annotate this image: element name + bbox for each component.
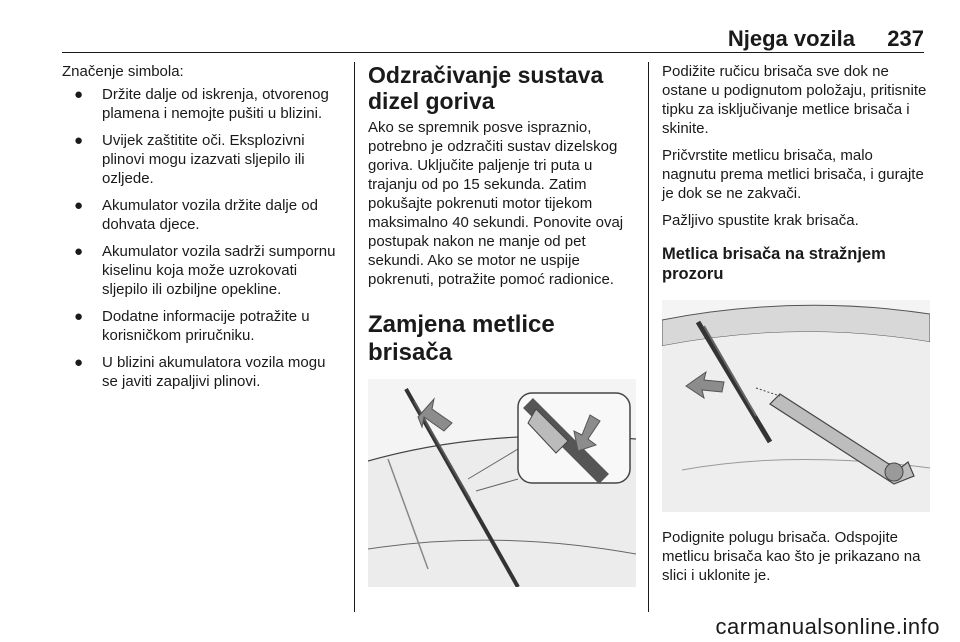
wiper-step-3: Pažljivo spustite krak brisača.: [662, 212, 859, 229]
column-divider-1: [354, 62, 355, 612]
list-item: ● Akumulator vozila držite dalje od dohvata djece.: [74, 197, 318, 233]
bullet-icon: ●: [74, 354, 84, 371]
list-item: ● Dodatne informacije potražite u korisničkom priručniku.: [74, 308, 310, 344]
column-middle: [368, 62, 636, 587]
watermark: carmanualsonline.info: [715, 614, 940, 639]
rear-wiper-text: Podignite polugu brisača. Odspojite metlicu brisača kao što je prikazano na slici i uklonite je.: [662, 529, 921, 584]
symbols-intro: Značenje simbola:: [62, 63, 184, 80]
front-wiper-illustration: [368, 379, 636, 587]
heading-rear-wiper: Metlica brisača na stražnjem prozoru: [662, 245, 886, 283]
bullet-icon: ●: [74, 86, 84, 103]
page-header: [0, 0, 960, 54]
diesel-venting-text: Ako se spremnik posve ispraznio, potrebno je odzračiti sustav dizelskog goriva. Uključite paljenje tri puta u trajanju od po 15 sekunda. Zatim pokušajte pokrenuti motor tijekom maksimalno 40 sekundi. Ponovite ovaj postupak nakon ne manje od pet sekundi. Ako se motor ne uspije pokrenuti, potražite pomoć radionice.: [368, 119, 624, 288]
rear-wiper-illustration: [662, 300, 930, 512]
list-item: ● Držite dalje od iskrenja, otvorenog plamena i nemojte pušiti u blizini.: [74, 86, 329, 122]
bullet-icon: ●: [74, 132, 84, 149]
bullet-icon: ●: [74, 197, 84, 214]
column-left: [62, 62, 344, 399]
rear-wiper-drawing: [662, 300, 930, 512]
list-item: ● Uvijek zaštitite oči. Eksplozivni plinovi mogu izazvati sljepilo ili ozljede.: [74, 132, 305, 187]
list-item: ● U blizini akumulatora vozila mogu se javiti zapaljivi plinovi.: [74, 354, 326, 390]
column-right: [662, 62, 930, 593]
wiper-step-1: Podižite ručicu brisača sve dok ne ostane u podignutom položaju, pritisnite tipku za isključivanje metlice brisača i skinite.: [662, 63, 927, 137]
header-divider: [62, 52, 924, 53]
bullet-icon: ●: [74, 308, 84, 325]
list-item: ● Akumulator vozila sadrži sumpornu kiselinu koja može uzrokovati sljepilo ili ozbiljne opekline.: [74, 243, 336, 298]
page-number: 237: [887, 26, 924, 51]
front-wiper-drawing: [368, 379, 636, 587]
heading-diesel-venting: Odzračivanje sustava dizel goriva: [368, 62, 604, 114]
wiper-step-2: Pričvrstite metlicu brisača, malo nagnutu prema metlici brisača, i gurajte je dok se ne zakvači.: [662, 147, 924, 202]
heading-wiper-replacement: Zamjena metlice brisača: [368, 311, 555, 366]
bullet-icon: ●: [74, 243, 84, 260]
symbol-list: [62, 85, 344, 391]
column-divider-2: [648, 62, 649, 612]
section-title: Njega vozila: [727, 26, 855, 51]
